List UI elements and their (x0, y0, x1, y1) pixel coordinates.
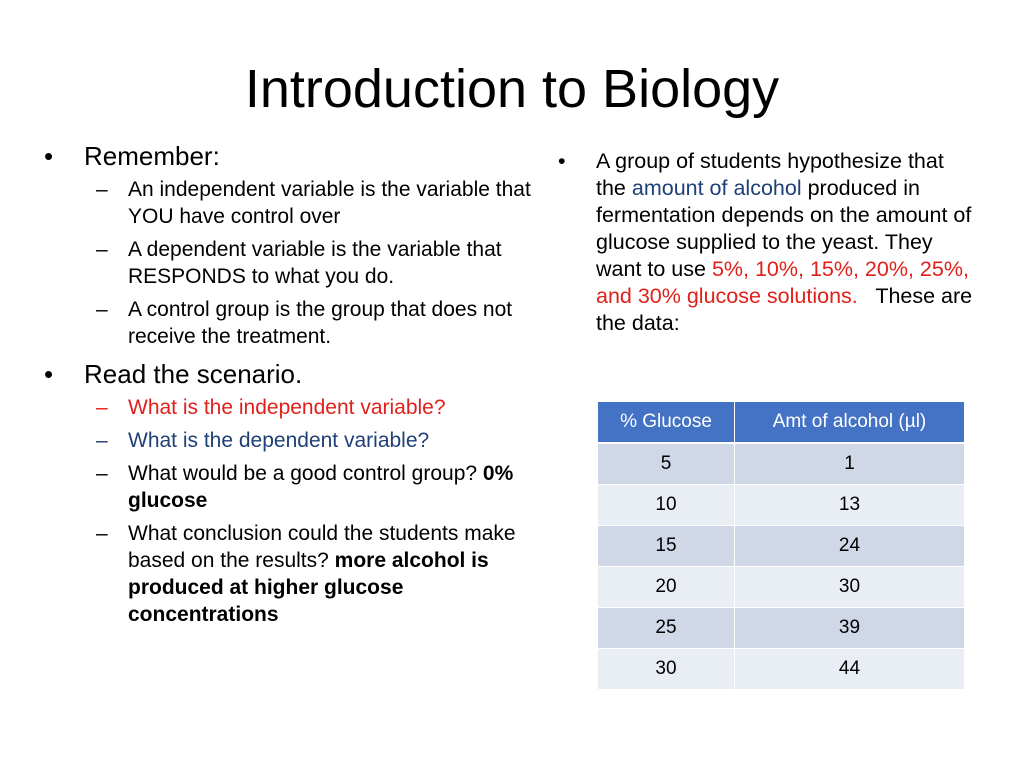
table-row (598, 608, 965, 649)
slide-title: Introduction to Biology (244, 59, 780, 119)
table-row (598, 443, 965, 485)
left-content (44, 140, 544, 636)
cell-glucose: 25 (598, 608, 735, 649)
cell-alcohol: 24 (735, 526, 965, 567)
remember-list (44, 176, 544, 350)
dash-marker: – (96, 298, 108, 321)
scenario-description (558, 148, 978, 337)
cell-glucose: 20 (598, 567, 735, 608)
scenario-heading: • Read the scenario. (44, 358, 544, 390)
question-text: What would be a good control group? (128, 462, 478, 485)
remember-item-text: A dependent variable is the variable that RESPONDS to what you do. (128, 238, 502, 288)
dash-marker: – (96, 178, 108, 201)
right-content (558, 148, 978, 337)
cell-alcohol: 39 (735, 608, 965, 649)
question-text: What is the dependent variable? (128, 429, 430, 452)
scenario-text-2: produced in fermentation depends on the amount of glucose supplied to the yeast. They want to use (596, 176, 972, 281)
question-text: What is the independent variable? (128, 396, 446, 419)
data-table (597, 401, 965, 690)
cell-alcohol: 13 (735, 485, 965, 526)
table-row (598, 649, 965, 690)
cell-glucose: 10 (598, 485, 735, 526)
table-row (598, 485, 965, 526)
cell-glucose: 5 (598, 443, 735, 485)
remember-item-control (44, 296, 544, 350)
scenario-highlight-red: 5%, 10%, 15%, 20%, 25%, and 30% glucose solutions. (596, 257, 969, 308)
dash-marker: – (96, 429, 108, 452)
header-glucose: % Glucose (598, 402, 735, 444)
remember-item-independent (44, 176, 544, 230)
remember-heading: • Remember: (44, 140, 544, 172)
cell-alcohol: 44 (735, 649, 965, 690)
question-control-group (44, 460, 544, 514)
cell-glucose: 15 (598, 526, 735, 567)
dash-marker: – (96, 238, 108, 261)
table-header-row (598, 402, 965, 444)
dash-marker: – (96, 522, 108, 545)
cell-glucose: 30 (598, 649, 735, 690)
dash-marker: – (96, 396, 108, 419)
answer-text: more alcohol is produced at higher glucose concentrations (128, 549, 489, 626)
header-alcohol: Amt of alcohol (µl) (735, 402, 965, 444)
table-row (598, 526, 965, 567)
remember-item-dependent (44, 236, 544, 290)
scenario-text-3: These are the data: (596, 284, 973, 335)
scenario-questions (44, 394, 544, 628)
question-conclusion (44, 520, 544, 628)
remember-item-text: An independent variable is the variable that YOU have control over (128, 178, 531, 228)
table-row (598, 567, 965, 608)
scenario-highlight-blue: amount of alcohol (631, 176, 802, 200)
question-dependent (44, 427, 544, 454)
answer-text: 0% glucose (128, 462, 514, 512)
cell-alcohol: 30 (735, 567, 965, 608)
remember-item-text: A control group is the group that does not receive the treatment. (128, 298, 513, 348)
question-text: What conclusion could the students make based on the results? (128, 522, 516, 572)
dash-marker: – (96, 462, 108, 485)
scenario-text-1: A group of students hypothesize that the (596, 149, 944, 200)
question-independent (44, 394, 544, 421)
cell-alcohol: 1 (735, 443, 965, 485)
